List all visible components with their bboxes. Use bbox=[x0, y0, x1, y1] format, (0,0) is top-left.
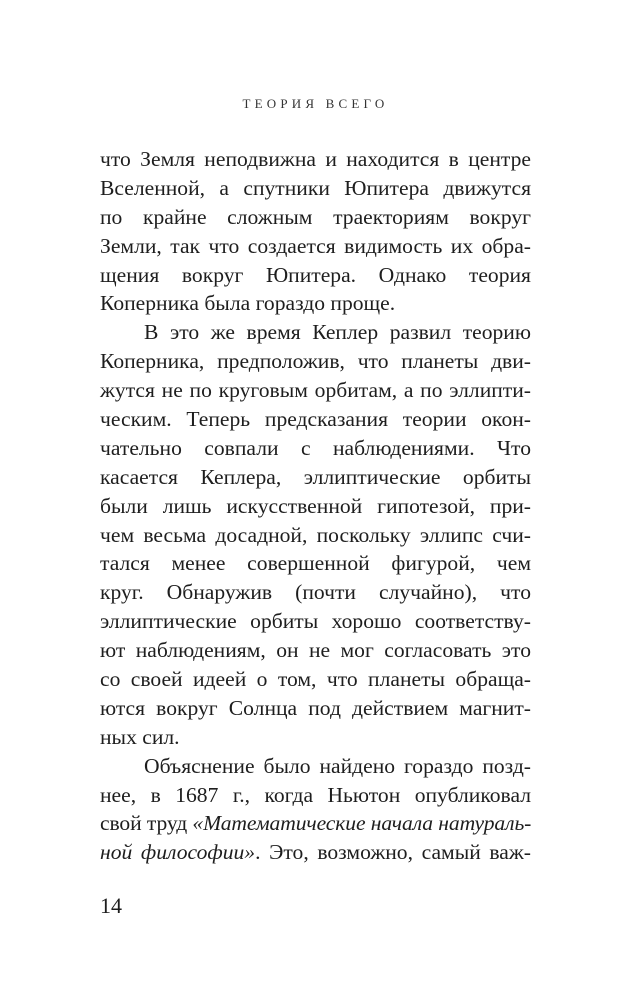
text-segment: жутся не по круговым орбитам, а по эллипти- bbox=[100, 378, 531, 403]
text-segment: Коперника была гораздо проще. bbox=[100, 291, 396, 316]
text-line bbox=[100, 261, 531, 290]
text-line bbox=[100, 781, 531, 810]
text-segment: . Это, возможно, самый важ- bbox=[255, 840, 531, 865]
text-segment: ных сил. bbox=[100, 724, 180, 749]
text-line bbox=[100, 318, 531, 347]
text-segment: ют наблюдениям, он не мог согласовать это bbox=[100, 638, 531, 663]
text-line bbox=[100, 607, 531, 636]
text-line bbox=[100, 838, 531, 867]
text-line bbox=[100, 174, 531, 203]
text-line bbox=[100, 665, 531, 694]
text-segment: со своей идеей о том, что планеты обраща- bbox=[100, 667, 531, 692]
text-line bbox=[100, 145, 531, 174]
text-line bbox=[100, 434, 531, 463]
text-line bbox=[100, 578, 531, 607]
text-line bbox=[100, 405, 531, 434]
text-segment: нее, в 1687 г., когда Ньютон опубликовал bbox=[100, 782, 531, 807]
text-line bbox=[100, 347, 531, 376]
text-line bbox=[100, 723, 531, 752]
text-line bbox=[100, 549, 531, 578]
text-segment: тался менее совершенной фигурой, чем bbox=[100, 551, 531, 576]
text-line bbox=[100, 289, 531, 318]
text-segment: чательно совпали с наблюдениями. Что bbox=[100, 435, 531, 460]
text-line bbox=[100, 694, 531, 723]
text-segment: касается Кеплера, эллиптические орбиты bbox=[100, 464, 531, 489]
text-segment: В это же время Кеплер развил теорию bbox=[144, 320, 531, 345]
text-line bbox=[100, 521, 531, 550]
text-line bbox=[100, 809, 531, 838]
text-line bbox=[100, 232, 531, 261]
italic-text: «Математические начала натураль- bbox=[192, 811, 532, 836]
text-segment: ются вокруг Солнца под действием магнит- bbox=[100, 695, 531, 720]
text-segment: круг. Обнаружив (почти случайно), что bbox=[100, 580, 531, 605]
text-line bbox=[100, 203, 531, 232]
text-line bbox=[100, 636, 531, 665]
running-header: ТЕОРИЯ ВСЕГО bbox=[242, 96, 389, 111]
text-line bbox=[100, 463, 531, 492]
text-segment: что Земля неподвижна и находится в центре bbox=[100, 147, 531, 171]
text-segment: Коперника, предположив, что планеты дви- bbox=[100, 349, 531, 374]
italic-text: ной философии» bbox=[100, 840, 256, 865]
text-segment: Объяснение было найдено гораздо позд- bbox=[144, 753, 531, 778]
text-segment: ческим. Теперь предсказания теории окон- bbox=[100, 407, 531, 432]
text-segment: свой труд bbox=[100, 811, 193, 836]
text-segment: Вселенной, а спутники Юпитера движутся bbox=[100, 175, 531, 200]
body-text bbox=[100, 145, 531, 867]
text-segment: чем весьма досадной, поскольку эллипс счи- bbox=[100, 522, 531, 547]
text-segment: щения вокруг Юпитера. Однако теория bbox=[100, 262, 531, 287]
page-number: 14 bbox=[100, 893, 122, 918]
text-segment: эллиптические орбиты хорошо соответству- bbox=[100, 609, 531, 634]
text-segment: Земли, так что создается видимость их обра- bbox=[100, 233, 531, 258]
text-segment: были лишь искусственной гипотезой, при- bbox=[100, 493, 531, 518]
text-line bbox=[100, 492, 531, 521]
text-segment: по крайне сложным траекториям вокруг bbox=[100, 204, 531, 229]
text-line bbox=[100, 752, 531, 781]
text-line bbox=[100, 376, 531, 405]
